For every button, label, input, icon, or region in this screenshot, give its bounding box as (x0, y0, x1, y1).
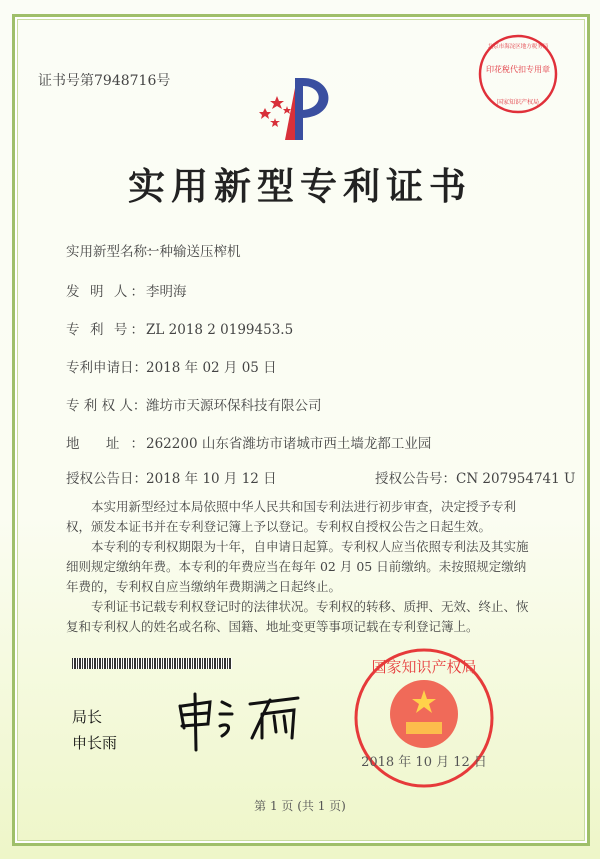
field-label: 实用新型名称： (66, 244, 161, 260)
office-seal (352, 646, 496, 790)
field-value: ZL 2018 2 0199453.5 (146, 322, 294, 338)
paragraph-term: 本专利的专利权期限为十年，自申请日起算。专利权人应当依照专利法及其实施细则规定缴纳年费。本专利的年费应当在每年 02 月 05 日前缴纳。未按照规定缴纳年费的，专利权自应当缴纳年费期满之日起终止。 (66, 539, 529, 594)
tax-stamp-inner-text: 印花税代扣专用章 (486, 65, 550, 74)
field-value: 2018 年 02 月 05 日 (146, 360, 277, 376)
field-value: 一种输送压榨机 (146, 244, 241, 260)
page-footer: 第 1 页 (共 1 页) (254, 799, 346, 813)
field-value: CN 207954741 U (456, 471, 576, 487)
field-label: 专 利 号： (66, 322, 144, 338)
page-title: 实用新型专利证书 (128, 164, 472, 208)
field-value: 李明海 (146, 284, 187, 300)
field-label: 专 利 权 人： (66, 398, 147, 414)
field-value: 262200 山东省潍坊市诸城市西土墙龙都工业园 (146, 436, 432, 452)
signatory-title: 局长 (72, 708, 103, 726)
field-row (66, 280, 187, 300)
tax-stamp-outer-text: 北京市海淀区地方税务局 (487, 44, 549, 50)
field-row (66, 432, 431, 452)
office-seal-date: 2018 年 10 月 12 日 (361, 755, 487, 770)
barcode (72, 658, 232, 669)
field-row (66, 356, 277, 376)
tax-stamp (462, 32, 574, 116)
field-row (66, 394, 322, 414)
tax-stamp-bottom-text: 国家知识产权局 (496, 99, 540, 106)
field-label: 专利申请日： (66, 360, 147, 376)
announcement-number (375, 467, 575, 487)
field-label: 地 址： (66, 436, 144, 452)
field-value: 潍坊市天源环保科技有限公司 (146, 398, 322, 414)
certificate-number: 证书号第7948716号 (38, 73, 171, 89)
field-label: 发 明 人： (66, 284, 144, 300)
signatory-name: 申长雨 (72, 734, 118, 752)
field-row (66, 467, 277, 487)
patent-office-logo (255, 68, 345, 146)
office-seal-text: 国家知识产权局 (371, 658, 477, 676)
paragraph-grant: 本实用新型经过本局依照中华人民共和国专利法进行初步审查，决定授予专利权，颁发本证书并在专利登记簿上予以登记。专利权自授权公告之日起生效。 (66, 499, 517, 534)
field-value: 2018 年 10 月 12 日 (146, 471, 277, 487)
signature (170, 688, 310, 754)
paragraph-legal-status: 专利证书记载专利权登记时的法律状况。专利权的转移、质押、无效、终止、恢复和专利权人的姓名或名称、国籍、地址变更等事项记载在专利登记簿上。 (66, 599, 529, 634)
field-row (66, 240, 241, 260)
field-label: 授权公告日： (66, 471, 147, 487)
field-row (66, 318, 293, 338)
field-label: 授权公告号： (375, 471, 456, 487)
